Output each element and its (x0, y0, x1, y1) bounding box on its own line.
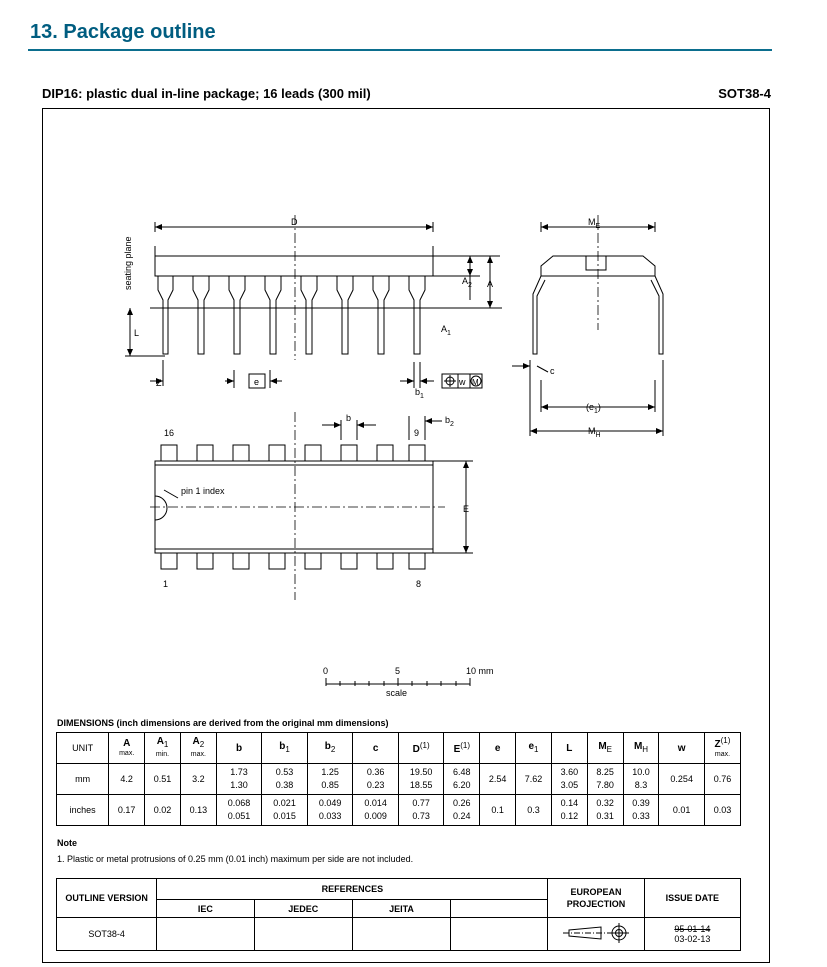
references-blank (451, 900, 548, 918)
dim-header-4: b (216, 733, 262, 764)
dim-header-7: c (353, 733, 399, 764)
dim-row-mm (57, 764, 741, 795)
issue-date-header: ISSUE DATE (644, 879, 740, 918)
pin1-notch (155, 496, 167, 520)
issue-date-value (644, 918, 740, 951)
dim-value-cell: 2.54 (480, 764, 516, 795)
issue-date-old: 95-01-14 (674, 924, 711, 934)
label-e: e (254, 377, 260, 387)
label-b: b (346, 413, 352, 423)
section-heading: Package outline (63, 21, 216, 43)
label-ME: $M_E$ (588, 217, 601, 230)
dim-header-8: $D^{(1)}$ (398, 733, 444, 764)
dim-value-cell: 0.39 0.33 (623, 795, 659, 826)
dim-value-cell: 0.17 (109, 795, 145, 826)
label-b2: $b_2$ (445, 415, 454, 428)
dim-value-cell: 0.1 (480, 795, 516, 826)
dim-header-10: e (480, 733, 516, 764)
label-MH: $M_H$ (588, 426, 601, 439)
label-w: w (459, 377, 466, 387)
dim-header-0: UNIT (57, 733, 109, 764)
dim-header-14: $M_H$ (623, 733, 659, 764)
scale-tick-0: 0 (323, 666, 329, 676)
dim-header-3: $A_2$ max. (180, 733, 216, 764)
dim-value-cell: 0.049 0.033 (307, 795, 353, 826)
dim-value-cell: 0.01 (659, 795, 705, 826)
dim-header-16: $Z^{(1)}$ max. (704, 733, 740, 764)
dim-value-cell: 0.021 0.015 (262, 795, 308, 826)
dim-value-cell: 1.73 1.30 (216, 764, 262, 795)
dim-value-cell: 3.2 (180, 764, 216, 795)
dim-unit-cell: mm (57, 764, 109, 795)
outline-version-value: SOT38-4 (57, 918, 157, 951)
label-A2: $A_2$ (462, 276, 472, 289)
label-A: A (487, 279, 494, 289)
dim-value-cell: 0.36 0.23 (353, 764, 399, 795)
label-c: c (550, 366, 555, 376)
outline-version-header: OUTLINE VERSION (57, 879, 157, 918)
pin-8-label: 8 (416, 579, 422, 589)
dim-value-cell: 0.32 0.31 (587, 795, 623, 826)
dim-value-cell: 0.3 (516, 795, 552, 826)
dim-value-cell: 0.76 (704, 764, 740, 795)
jedec-header: JEDEC (254, 900, 352, 918)
pin-16-label: 16 (164, 428, 175, 438)
label-D: D (291, 217, 298, 227)
dim-value-cell: 0.26 0.24 (444, 795, 480, 826)
package-code: SOT38-4 (718, 86, 771, 101)
top-leads-upper (161, 445, 425, 461)
side-body (155, 256, 433, 276)
label-L: L (134, 328, 140, 338)
european-projection-symbol (548, 918, 644, 951)
dim-unit-cell: inches (57, 795, 109, 826)
iec-value (157, 918, 254, 951)
dim-header-9: $E^{(1)}$ (444, 733, 480, 764)
dim-value-cell: 8.25 7.80 (587, 764, 623, 795)
label-e1: $(e_1)$ (586, 402, 601, 415)
dim-value-cell: 0.254 (659, 764, 705, 795)
references-blank-value (451, 918, 548, 951)
dim-header-2: $A_1$ min. (145, 733, 181, 764)
scale-tick-5: 5 (395, 666, 401, 676)
dim-value-cell: 10.0 8.3 (623, 764, 659, 795)
dim-value-cell: 0.02 (145, 795, 181, 826)
projection-icon (561, 921, 631, 945)
note-text: 1. Plastic or metal protrusions of 0.25 mm (0.01 inch) maximum per side are not included. (57, 854, 414, 864)
package-title: DIP16: plastic dual in-line package; 16 leads (300 mil) (42, 86, 371, 101)
dim-row-inches (57, 795, 741, 826)
jedec-value (254, 918, 352, 951)
european-projection-header: EUROPEAN PROJECTION (548, 879, 644, 918)
note-heading: Note (57, 838, 77, 848)
label-M-circle: M (472, 378, 479, 387)
scale-tick-10: 10 mm (466, 666, 494, 676)
pin-1-label: 1 (163, 579, 169, 589)
dim-value-cell: 1.25 0.85 (307, 764, 353, 795)
top-leads-lower (161, 553, 425, 569)
dim-header-6: $b_2$ (307, 733, 353, 764)
dim-value-cell: 0.51 (145, 764, 181, 795)
iec-header: IEC (157, 900, 254, 918)
dim-value-cell: 4.2 (109, 764, 145, 795)
dim-value-cell: 3.60 3.05 (551, 764, 587, 795)
dim-value-cell: 7.62 (516, 764, 552, 795)
dim-value-cell: 6.48 6.20 (444, 764, 480, 795)
dim-header-13: $M_E$ (587, 733, 623, 764)
label-Z: Z (156, 378, 162, 388)
dim-value-cell: 0.03 (704, 795, 740, 826)
dimensions-caption: DIMENSIONS (inch dimensions are derived from the original mm dimensions) (57, 718, 389, 728)
dim-header-15: w (659, 733, 705, 764)
dim-value-cell: 0.068 0.051 (216, 795, 262, 826)
section-number: 13. (30, 21, 58, 43)
dim-value-cell: 0.014 0.009 (353, 795, 399, 826)
pin-9-label: 9 (414, 428, 420, 438)
seating-plane-label: seating plane (123, 236, 133, 290)
dim-value-cell: 0.53 0.38 (262, 764, 308, 795)
dim-header-5: $b_1$ (262, 733, 308, 764)
scale-label: scale (386, 688, 408, 698)
dim-value-cell: 0.13 (180, 795, 216, 826)
label-E: E (463, 504, 470, 514)
dim-value-cell: 19.50 18.55 (398, 764, 444, 795)
side-leads (158, 276, 425, 354)
dim-header-12: L (551, 733, 587, 764)
jeita-value (352, 918, 450, 951)
references-table (56, 878, 741, 951)
issue-date-new: 03-02-13 (674, 934, 711, 944)
dimensions-table (56, 732, 741, 826)
pin1-index-label: pin 1 index (181, 486, 225, 496)
references-header: REFERENCES (157, 879, 548, 900)
dimensions-header-row (57, 733, 741, 764)
dim-header-11: $e_1$ (516, 733, 552, 764)
dim-value-cell: 0.77 0.73 (398, 795, 444, 826)
label-A1: $A_1$ (441, 324, 451, 337)
dim-value-cell: 0.14 0.12 (551, 795, 587, 826)
jeita-header: JEITA (352, 900, 450, 918)
dim-header-1: A max. (109, 733, 145, 764)
label-b1: $b_1$ (415, 387, 424, 400)
